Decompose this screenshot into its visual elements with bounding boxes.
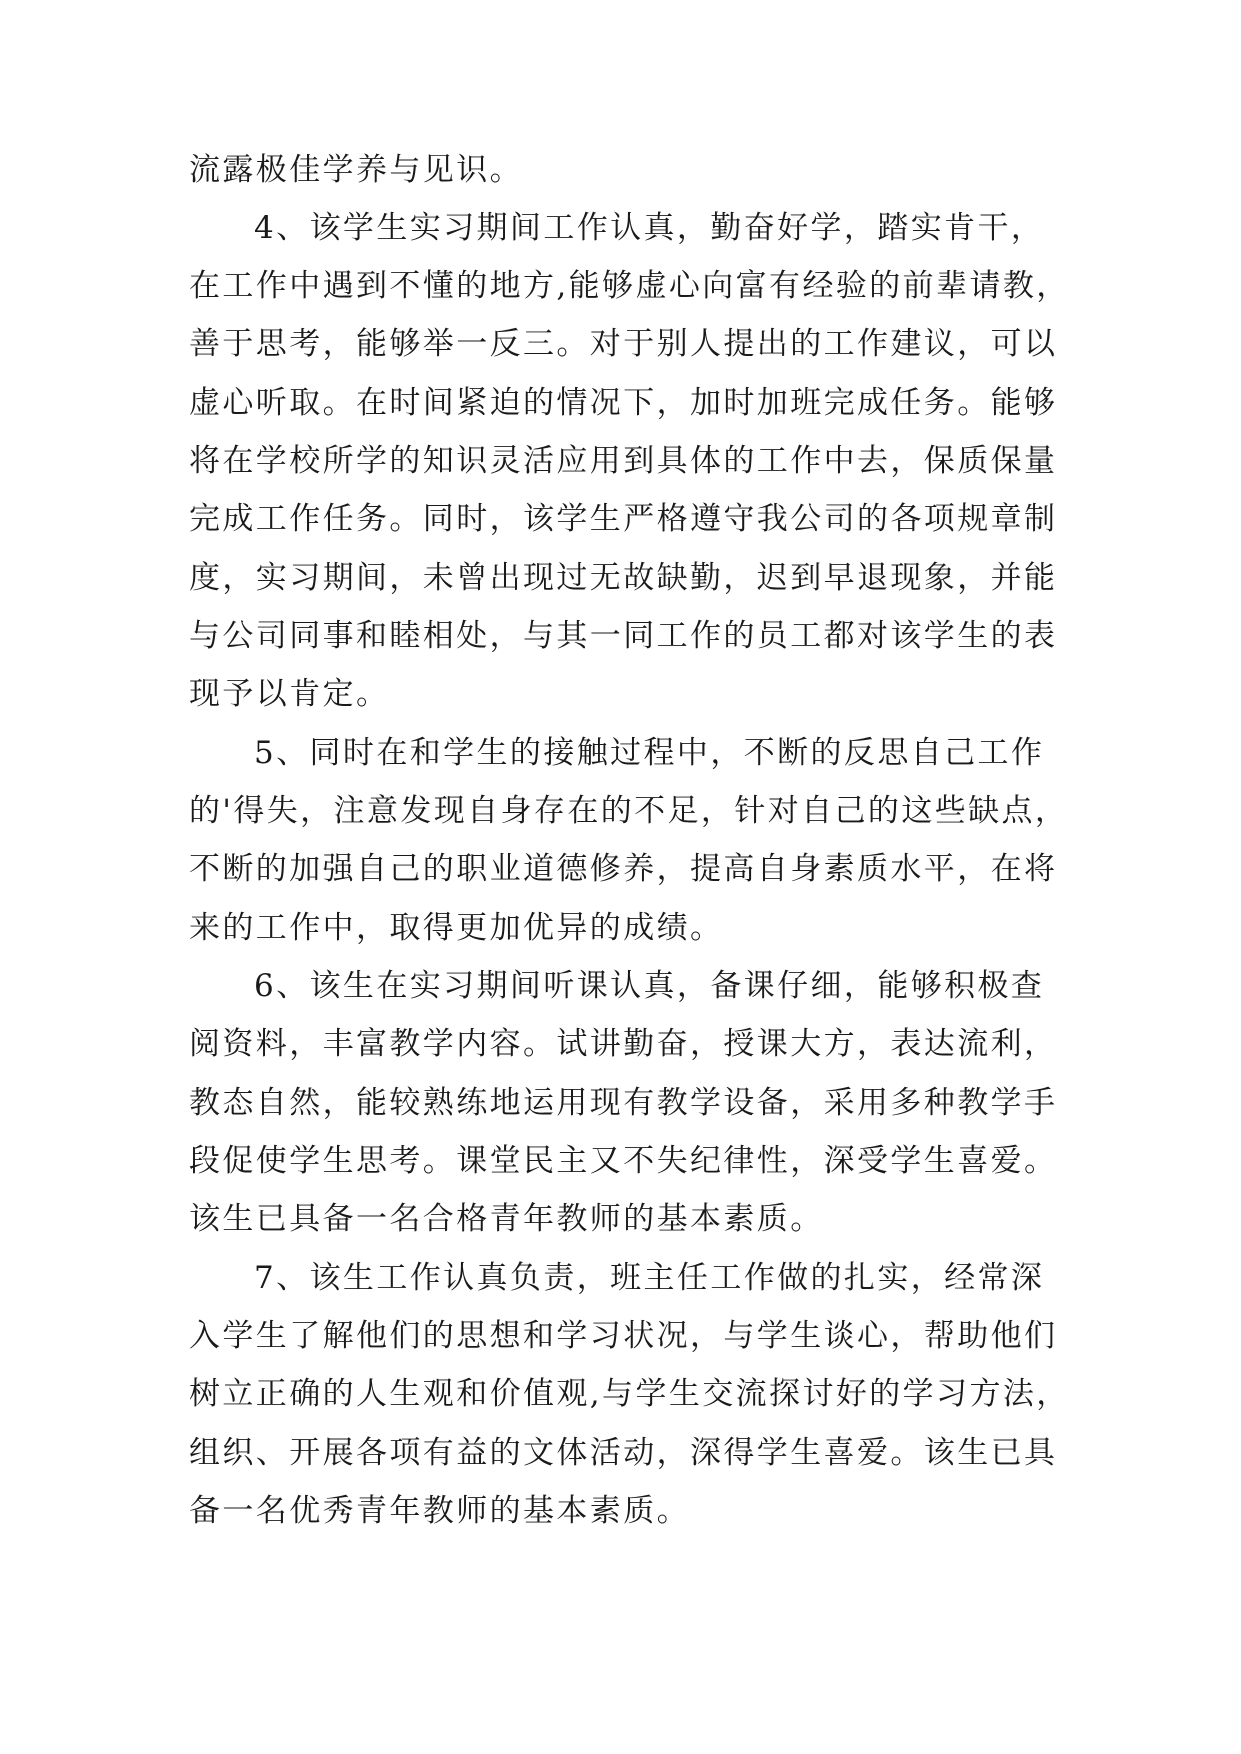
text-line: 树立正确的人生观和价值观,与学生交流探讨好的学习方法， [189, 1376, 1070, 1412]
text-line: 度，实习期间，未曾出现过无故缺勤，迟到早退现象，并能 [189, 560, 1058, 596]
text-line: 来的工作中，取得更加优异的成绩。 [189, 910, 724, 946]
paragraph-5-first-line: 5、同时在和学生的接触过程中，不断的反思自己工作 [254, 735, 1045, 771]
text-line: 的'得失，注意发现自身存在的不足，针对自己的这些缺点， [189, 793, 1069, 829]
text-line: 组织、开展各项有益的文体活动，深得学生喜爱。该生已具 [189, 1435, 1058, 1471]
text-line: 与公司同事和睦相处，与其一同工作的员工都对该学生的表 [189, 618, 1058, 654]
text-line: 教态自然，能较熟练地运用现有教学设备，采用多种教学手 [189, 1085, 1058, 1121]
text-line: 不断的加强自己的职业道德修养，提高自身素质水平，在将 [189, 851, 1058, 887]
text-line: 虚心听取。在时间紧迫的情况下，加时加班完成任务。能够 [189, 385, 1058, 421]
text-line: 流露极佳学养与见识。 [189, 152, 523, 188]
text-line: 阅资料，丰富教学内容。试讲勤奋，授课大方，表达流利， [189, 1026, 1058, 1062]
text-line: 现予以肯定。 [189, 676, 390, 712]
text-line: 入学生了解他们的思想和学习状况，与学生谈心，帮助他们 [189, 1318, 1058, 1354]
text-line: 在工作中遇到不懂的地方,能够虚心向富有经验的前辈请教， [189, 268, 1070, 304]
text-line: 段促使学生思考。课堂民主又不失纪律性，深受学生喜爱。 [189, 1143, 1058, 1179]
paragraph-6-first-line: 6、该生在实习期间听课认真，备课仔细，能够积极查 [254, 968, 1045, 1004]
text-line: 完成工作任务。同时，该学生严格遵守我公司的各项规章制 [189, 501, 1058, 537]
paragraph-7-first-line: 7、该生工作认真负责，班主任工作做的扎实，经常深 [254, 1260, 1045, 1296]
text-line: 将在学校所学的知识灵活应用到具体的工作中去，保质保量 [189, 443, 1058, 479]
text-line: 该生已具备一名合格青年教师的基本素质。 [189, 1201, 824, 1237]
paragraph-4-first-line: 4、该学生实习期间工作认真，勤奋好学，踏实肯干， [254, 210, 1045, 246]
text-line: 善于思考，能够举一反三。对于别人提出的工作建议，可以 [189, 326, 1058, 362]
text-line: 备一名优秀青年教师的基本素质。 [189, 1493, 690, 1529]
